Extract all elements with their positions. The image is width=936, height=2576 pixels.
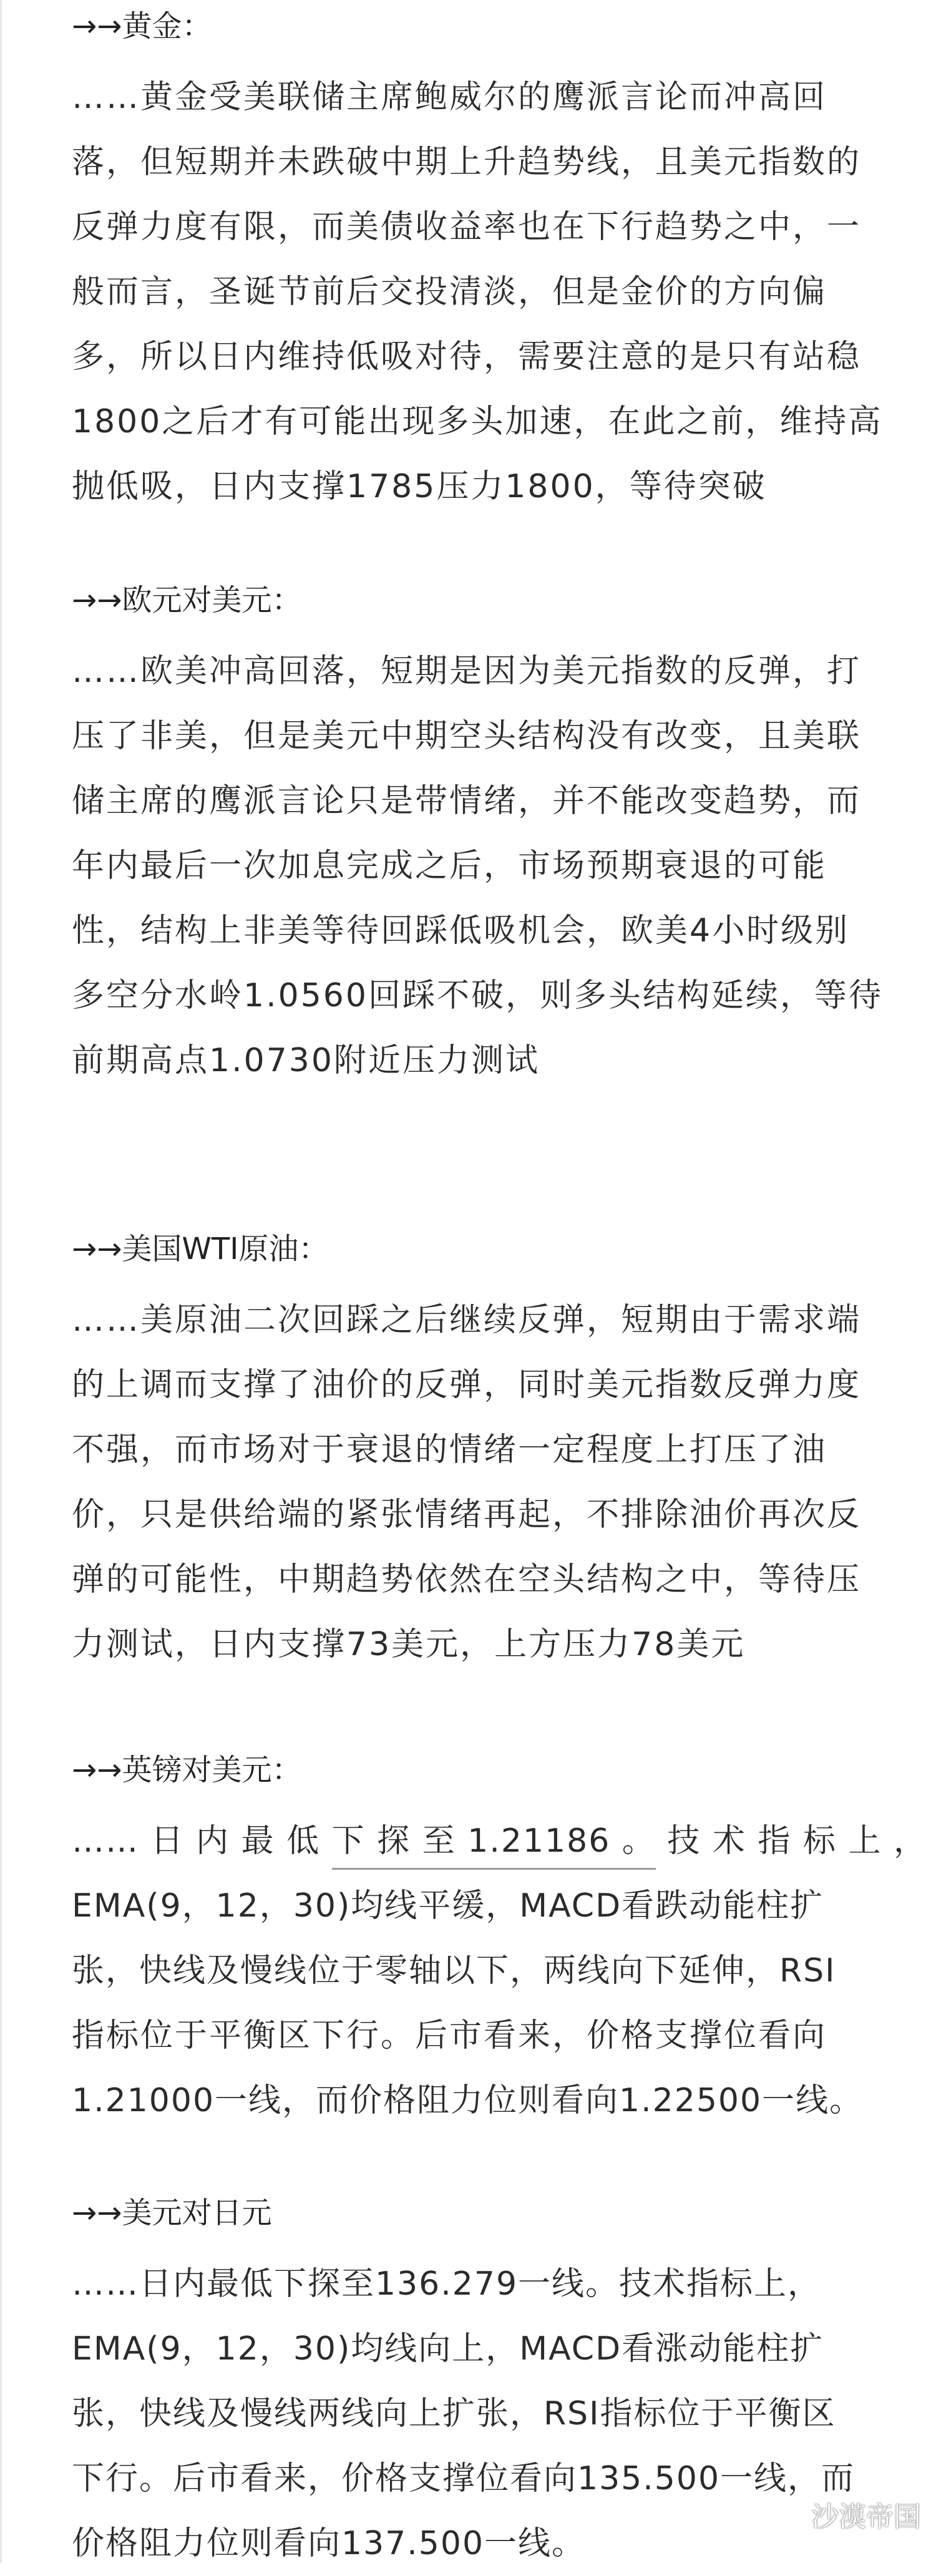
paragraph-line: 抛低吸，日内支撑1785压力1800，等待突破 <box>72 468 767 505</box>
section-paragraph <box>72 1809 927 2133</box>
paragraph-line: 般而言，圣诞节前后交投清淡，但是金价的方向偏 <box>72 273 827 311</box>
paragraph-line: 压了非美，但是美元中期空头结构没有改变，且美联 <box>72 717 862 755</box>
watermark <box>782 2494 921 2534</box>
underlined-text: 下 探 至 1.21186 。 <box>332 1809 656 1874</box>
paragraph-line: 多空分水岭1.0560回踩不破，则多头结构延续，等待 <box>72 977 883 1014</box>
paragraph-line: 张，快线及慢线位于零轴以下，两线向下延伸，RSI <box>72 1952 836 1990</box>
paragraph-line: 下行。后市看来，价格支撑位看向135.500一线，而 <box>72 2460 856 2497</box>
paragraph-line: 张，快线及慢线两线向上扩张，RSI指标位于平衡区 <box>72 2395 836 2433</box>
section-paragraph <box>72 639 883 1093</box>
paragraph-line: 1.21000一线，而价格阻力位则看向1.22500一线。 <box>72 2082 864 2119</box>
section-eurusd <box>72 574 883 1093</box>
section-gbpusd <box>72 1744 927 2133</box>
paragraph-line: 弹的可能性，中期趋势依然在空头结构之中，等待压 <box>72 1561 862 1598</box>
section-usdjpy <box>72 2187 877 2576</box>
section-heading: →→美元对日元 <box>72 2195 272 2230</box>
paragraph-line: 性，结构上非美等待回踩低吸机会，欧美4小时级别 <box>72 912 850 950</box>
paragraph-line: ……黄金受美联储主席鲍威尔的鹰派言论而冲高回 <box>72 79 827 116</box>
paragraph-line: ……欧美冲高回落，短期是因为美元指数的反弹，打 <box>72 653 862 690</box>
section-heading: →→美国WTI原油： <box>72 1232 329 1266</box>
section-wti <box>72 1223 877 1677</box>
paragraph-line: 价格阻力位则看向137.500一线。 <box>72 2525 586 2562</box>
paragraph-line <box>72 1809 927 1874</box>
paragraph-line: ……美原油二次回踩之后继续反弹，短期由于需求端 <box>72 1301 862 1339</box>
section-heading: →→英镑对美元： <box>72 1752 302 1787</box>
paragraph-line: 价，只是供给端的紧张情绪再起，不排除油价再次反 <box>72 1496 862 1533</box>
paragraph-line: EMA(9，12，30)均线向上，MACD看涨动能柱扩 <box>72 2330 824 2368</box>
paragraph-line: 反弹力度有限，而美债收益率也在下行趋势之中，一 <box>72 208 862 246</box>
paragraph-line: EMA(9，12，30)均线平缓，MACD看跌动能柱扩 <box>72 1887 824 1925</box>
paragraph-line: 的上调而支撑了油价的反弹，同时美元指数反弹力度 <box>72 1366 862 1404</box>
line-text: 技 术 指 标 上 ， <box>655 1822 927 1860</box>
paragraph-line: 1800之后才有可能出现多头加速，在此之前，维持高 <box>72 403 883 440</box>
section-paragraph <box>72 1288 877 1677</box>
section-heading: →→欧元对美元： <box>72 583 302 618</box>
section-gold <box>72 0 883 519</box>
section-heading: →→黄金： <box>72 9 212 44</box>
paragraph-line: 多，所以日内维持低吸对待，需要注意的是只有站稳 <box>72 338 862 376</box>
section-paragraph <box>72 2252 877 2576</box>
paragraph-line: 储主席的鹰派言论只是带情绪，并不能改变趋势，而 <box>72 782 862 820</box>
watermark-text: 沙漠帝国 <box>811 2501 921 2533</box>
paragraph-line: 指标位于平衡区下行。后市看来，价格支撑位看向 <box>72 2017 827 2054</box>
paragraph-line: 年内最后一次加息完成之后，市场预期衰退的可能 <box>72 847 827 885</box>
paragraph-line: ……日内最低下探至136.279一线。技术指标上， <box>72 2265 822 2303</box>
paragraph-line: 落，但短期并未跌破中期上升趋势线，且美元指数的 <box>72 143 862 181</box>
line-text: …… 日 内 最 低 <box>72 1822 332 1860</box>
paragraph-line: 不强，而市场对于衰退的情绪一定程度上打压了油 <box>72 1431 827 1469</box>
paragraph-line: 前期高点1.0730附近压力测试 <box>72 1042 540 1079</box>
weibo-icon <box>782 2502 807 2527</box>
paragraph-line: 力测试，日内支撑73美元，上方压力78美元 <box>72 1626 746 1663</box>
section-paragraph <box>72 65 883 519</box>
